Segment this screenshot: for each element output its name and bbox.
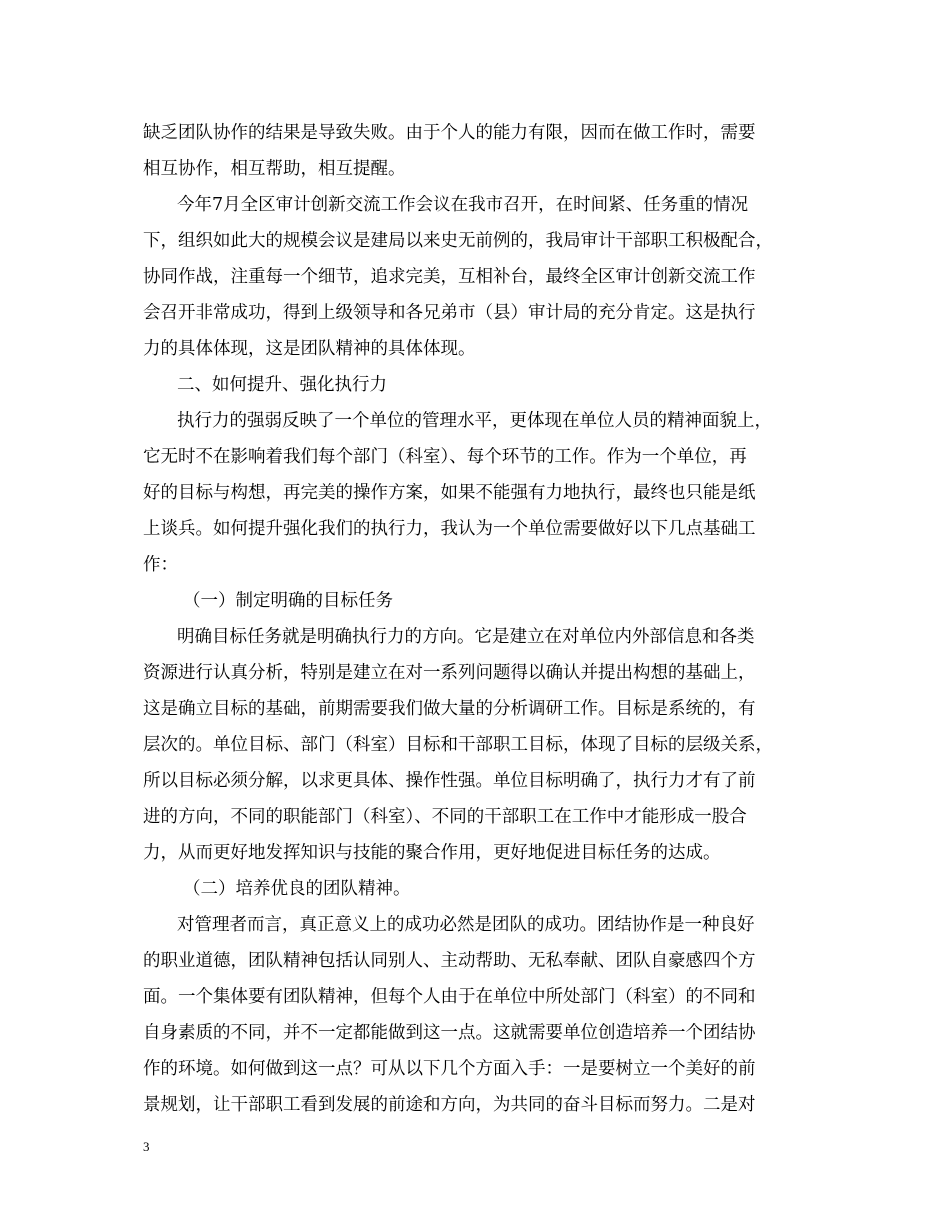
text-line: 自身素质的不同，并不一定都能做到这一点。这就需要单位创造培养一个团结协 bbox=[143, 1023, 756, 1043]
text-line: 景规划，让干部职工看到发展的前途和方向，为共同的奋斗目标而努力。二是对 bbox=[143, 1095, 756, 1115]
section-heading: 二、如何提升、强化执行力 bbox=[177, 375, 387, 395]
text-line: 下，组织如此大的规模会议是建局以来史无前例的，我局审计干部职工积极配合， bbox=[143, 231, 773, 251]
text-line: 执行力的强弱反映了一个单位的管理水平，更体现在单位人员的精神面貌上， bbox=[177, 411, 772, 431]
document-body bbox=[143, 115, 823, 1123]
text-line: 所以目标必须分解，以求更具体、操作性强。单位目标明确了，执行力才有了前 bbox=[143, 771, 756, 791]
text-line: 面。一个集体要有团队精神，但每个人由于在单位中所处部门（科室）的不同和 bbox=[143, 987, 756, 1007]
subsection-heading: （一）制定明确的目标任务 bbox=[183, 591, 393, 611]
text-line: 上谈兵。如何提升强化我们的执行力，我认为一个单位需要做好以下几点基础工 bbox=[143, 519, 756, 539]
text-line: 层次的。单位目标、部门（科室）目标和干部职工目标，体现了目标的层级关系， bbox=[143, 735, 773, 755]
text-line: 相互协作，相互帮助，相互提醒。 bbox=[143, 159, 406, 179]
text-line: 明确目标任务就是明确执行力的方向。它是建立在对单位内外部信息和各类 bbox=[177, 627, 755, 647]
text-line: 这是确立目标的基础，前期需要我们做大量的分析调研工作。目标是系统的，有 bbox=[143, 699, 756, 719]
text-line: 力，从而更好地发挥知识与技能的聚合作用，更好地促进目标任务的达成。 bbox=[143, 843, 721, 863]
text-line: 力的具体体现，这是团队精神的具体体现。 bbox=[143, 339, 476, 359]
text-line: 今年7月全区审计创新交流工作会议在我市召开，在时间紧、任务重的情况 bbox=[177, 195, 749, 215]
text-line: 进的方向，不同的职能部门（科室）、不同的干部职工在工作中才能形成一股合 bbox=[143, 807, 747, 827]
subsection-heading: （二）培养优良的团队精神。 bbox=[183, 879, 411, 899]
text-line: 作的环境。如何做到这一点？可从以下几个方面入手：一是要树立一个美好的前 bbox=[143, 1059, 756, 1079]
text-line: 它无时不在影响着我们每个部门（科室）、每个环节的工作。作为一个单位，再 bbox=[143, 447, 747, 467]
page-number: 3 bbox=[143, 1139, 150, 1154]
text-line: 对管理者而言，真正意义上的成功必然是团队的成功。团结协作是一种良好 bbox=[177, 915, 755, 935]
text-line: 缺乏团队协作的结果是导致失败。由于个人的能力有限，因而在做工作时，需要 bbox=[143, 123, 756, 143]
text-line: 资源进行认真分析，特别是建立在对一系列问题得以确认并提出构想的基础上， bbox=[143, 663, 756, 683]
text-line: 好的目标与构想，再完美的操作方案，如果不能强有力地执行，最终也只能是纸 bbox=[143, 483, 756, 503]
text-line: 协同作战，注重每一个细节，追求完美，互相补台，最终全区审计创新交流工作 bbox=[143, 267, 756, 287]
text-line: 作： bbox=[143, 555, 178, 575]
text-line: 会召开非常成功，得到上级领导和各兄弟市（县）审计局的充分肯定。这是执行 bbox=[143, 303, 756, 323]
text-line: 的职业道德，团队精神包括认同别人、主动帮助、无私奉献、团队自豪感四个方 bbox=[143, 951, 756, 971]
